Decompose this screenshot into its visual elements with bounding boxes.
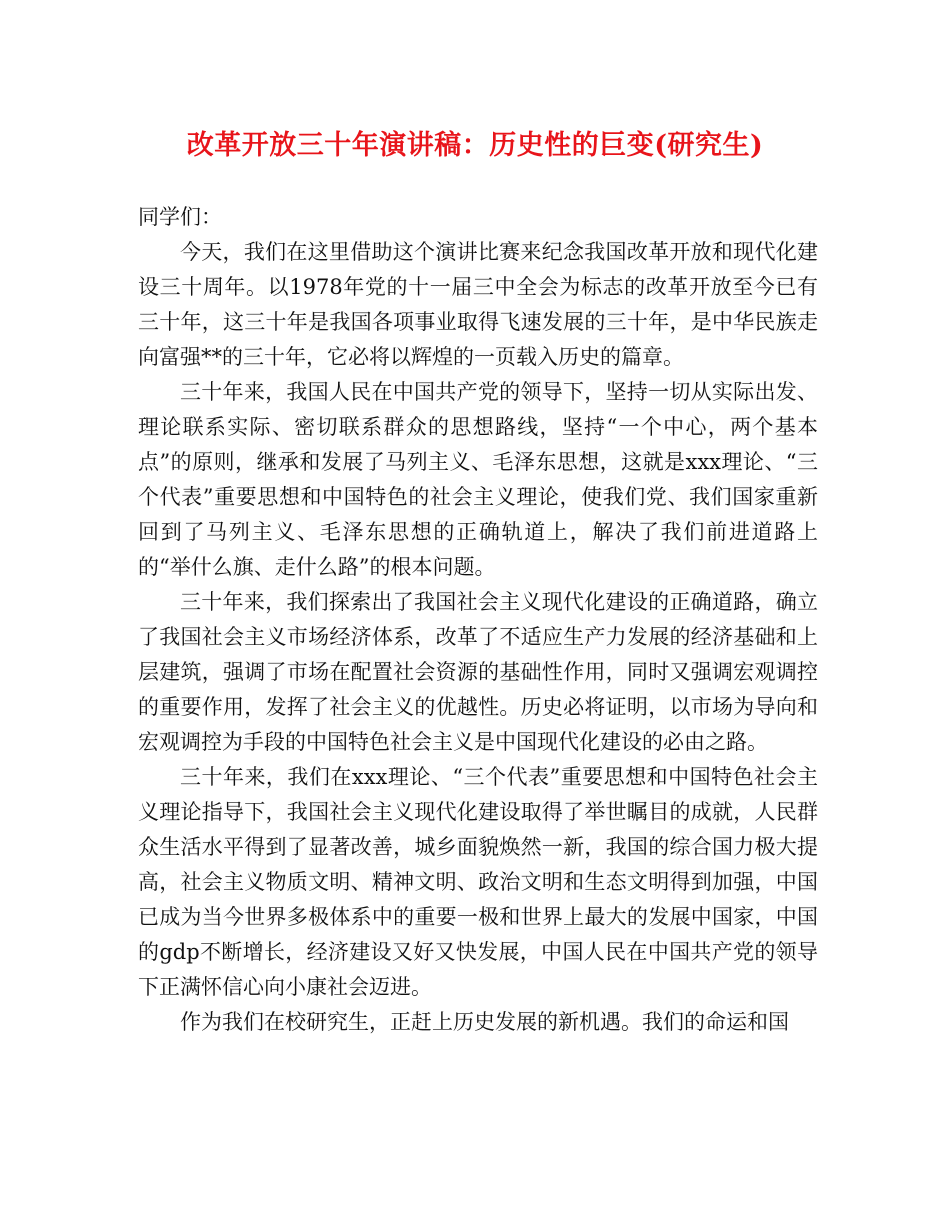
paragraph-4: 三十年来，我们在xxx理论、“三个代表”重要思想和中国特色社会主义理论指导下，我国社会主义现代化建设取得了举世瞩目的成就，人民群众生活水平得到了显著改善，城乡面貌焕然一新，我国的综合国力极大提高，社会主义物质文明、精神文明、政治文明和生态文明得到加强，中国已成为当今世界多极体系中的重要一极和世界上最大的发展中国家，中国的gdp不断增长，经济建设又好又快发展，中国人民在中国共产党的领导下正满怀信心向小康社会迈进。 bbox=[138, 765, 818, 999]
paragraph-3: 三十年来，我们探索出了我国社会主义现代化建设的正确道路，确立了我国社会主义市场经济体系，改革了不适应生产力发展的经济基础和上层建筑，强调了市场在配置社会资源的基础性作用，同时又强调宏观调控的重要作用，发挥了社会主义的优越性。历史必将证明，以市场为导向和宏观调控为手段的中国特色社会主义是中国现代化建设的必由之路。 bbox=[138, 590, 818, 754]
paragraph-1: 今天，我们在这里借助这个演讲比赛来纪念我国改革开放和现代化建设三十周年。以1978年党的十一届三中全会为标志的改革开放至今已有三十年，这三十年是我国各项事业取得飞速发展的三十年，是中华民族走向富强**的三十年，它必将以辉煌的一页载入历史的篇章。 bbox=[138, 240, 818, 369]
document-title: 改革开放三十年演讲稿：历史性的巨变(研究生) bbox=[186, 130, 764, 161]
paragraph-5: 作为我们在校研究生，正赶上历史发展的新机遇。我们的命运和国 bbox=[180, 1010, 789, 1034]
document-body bbox=[138, 200, 818, 1040]
salutation: 同学们： bbox=[138, 205, 222, 229]
paragraph-2: 三十年来，我国人民在中国共产党的领导下，坚持一切从实际出发、理论联系实际、密切联系群众的思想路线，坚持“一个中心，两个基本点”的原则，继承和发展了马列主义、毛泽东思想，这就是xxx理论、“三个代表”重要思想和中国特色的社会主义理论，使我们党、我们国家重新回到了马列主义、毛泽东思想的正确轨道上，解决了我们前进道路上的“举什么旗、走什么路”的根本问题。 bbox=[138, 380, 818, 579]
